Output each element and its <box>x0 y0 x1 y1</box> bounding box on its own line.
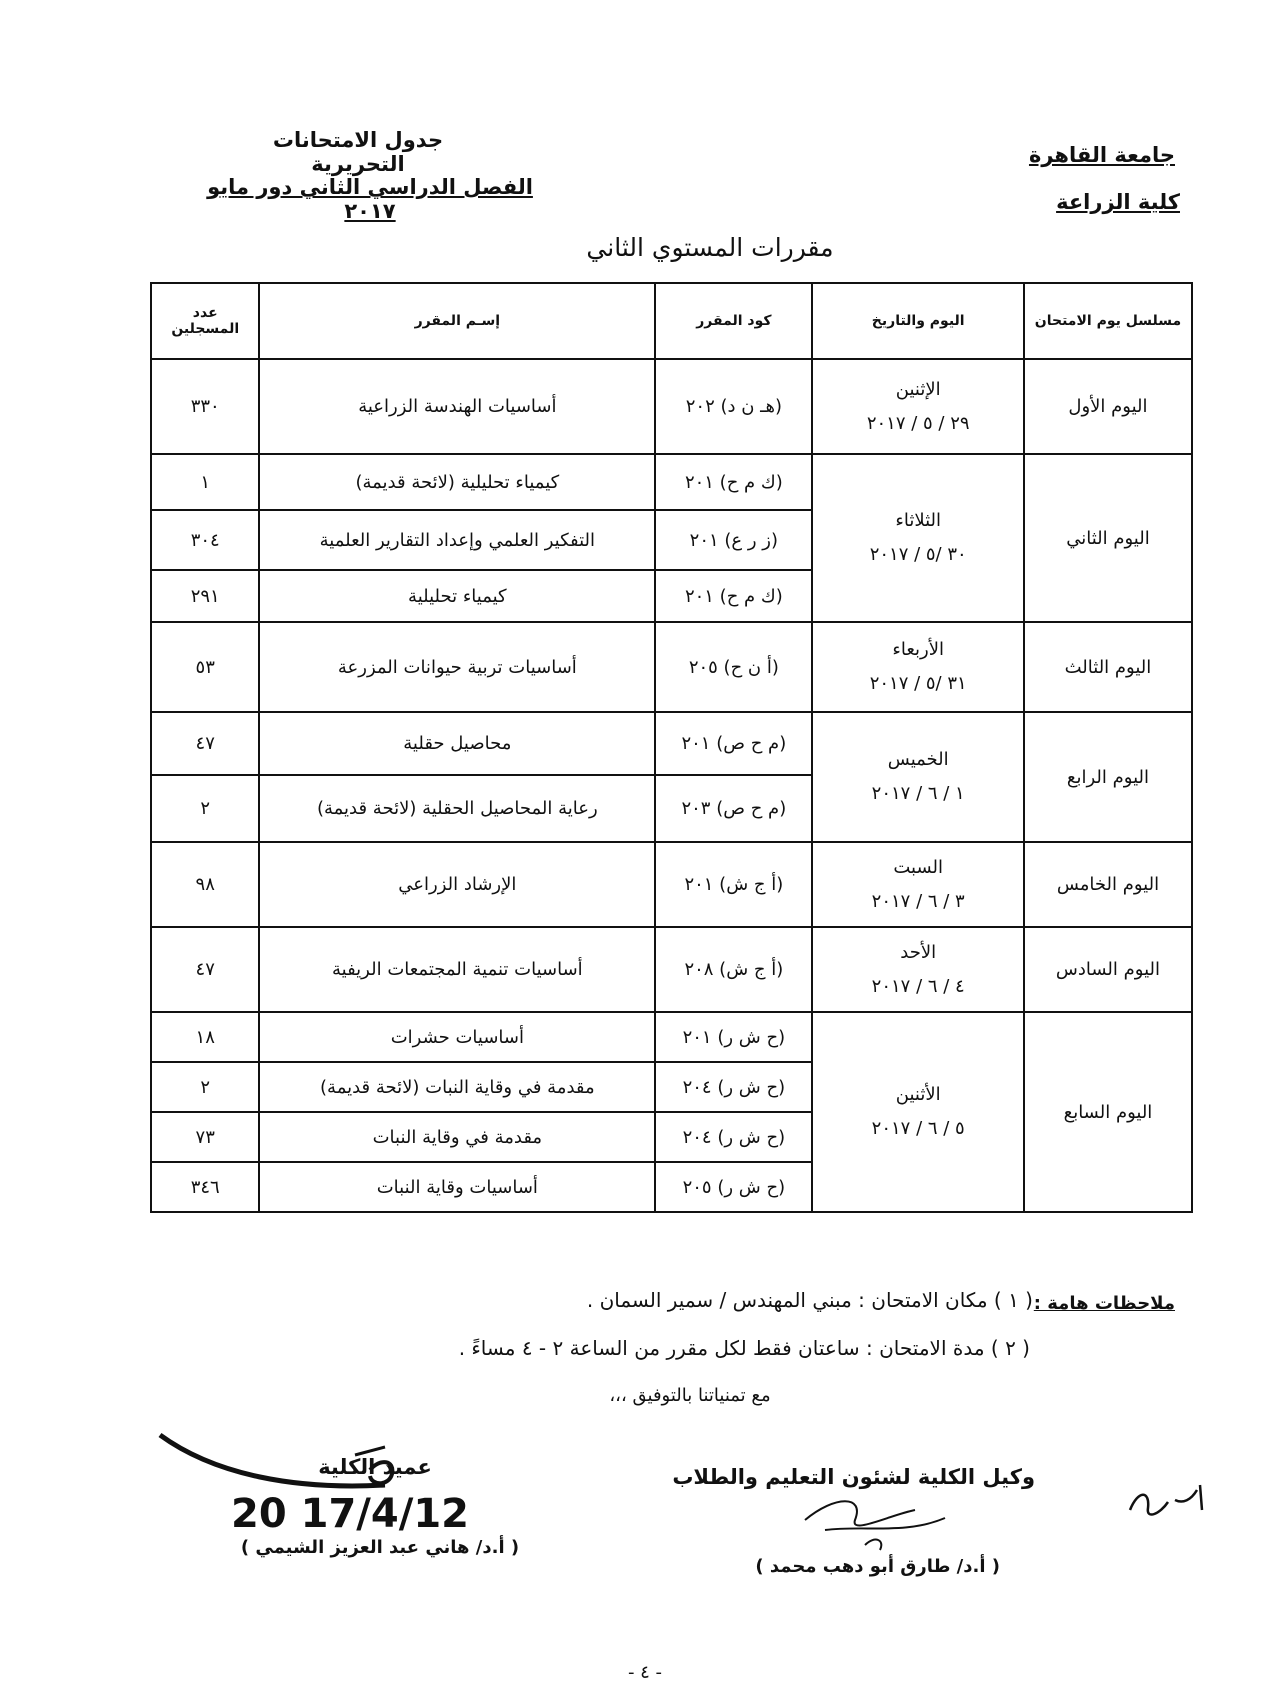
table-row <box>151 712 1192 775</box>
course-name: محاصيل حقلية <box>259 712 655 775</box>
registered-count: ١٨ <box>151 1012 259 1062</box>
faculty-name: كلية الزراعة <box>1056 190 1180 214</box>
weekday: الثلاثاء <box>895 510 941 531</box>
course-name: التفكير العلمي وإعداد التقارير العلمية <box>259 510 655 570</box>
header-course-code: كود المقرر <box>655 283 812 359</box>
header-serial: مسلسل يوم الامتحان <box>1024 283 1192 359</box>
weekday: الإثنين <box>895 378 941 400</box>
table-body <box>151 359 1192 1212</box>
exam-date: ٣١ /٥ / ٢٠١٧ <box>869 673 967 694</box>
exam-day-serial: اليوم الثالث <box>1024 622 1192 712</box>
course-code: (م ح ص) ٢٠١ <box>655 712 812 775</box>
note-exam-location: ( ١ ) مكان الامتحان : مبني المهندس / سمير السمان . <box>586 1288 1033 1312</box>
registered-count: ٣٤٦ <box>151 1162 259 1212</box>
vice-dean-name: ( أ.د/ طارق أبو دهب محمد ) <box>755 1556 1000 1577</box>
course-name: رعاية المحاصيل الحقلية (لائحة قديمة) <box>259 775 655 842</box>
course-name: الإرشاد الزراعي <box>259 842 655 927</box>
vice-dean-title: وكيل الكلية لشئون التعليم والطلاب <box>672 1465 1035 1489</box>
course-code: (ح ش ر) ٢٠٤ <box>655 1062 812 1112</box>
closing-wish: مع تمنياتنا بالتوفيق ،،، <box>609 1385 771 1406</box>
registered-count: ٤٧ <box>151 927 259 1012</box>
exam-day-date <box>812 927 1023 1012</box>
course-code: (ح ش ر) ٢٠٥ <box>655 1162 812 1212</box>
course-code: (م ح ص) ٢٠٣ <box>655 775 812 842</box>
course-code: (ك م ح) ٢٠١ <box>655 454 812 510</box>
course-code: (أ ن ح) ٢٠٥ <box>655 622 812 712</box>
course-code: (أ ج ش) ٢٠١ <box>655 842 812 927</box>
weekday: الأربعاء <box>892 639 944 660</box>
dean-name: ( أ.د/ هاني عبد العزيز الشيمي ) <box>240 1537 520 1558</box>
exam-date: ٤ / ٦ / ٢٠١٧ <box>871 975 965 997</box>
exam-day-serial: اليوم الأول <box>1024 359 1192 454</box>
exam-day-serial: اليوم الثاني <box>1024 454 1192 622</box>
table-row <box>151 622 1192 712</box>
registered-count: ١ <box>151 454 259 510</box>
exam-day-date <box>812 622 1023 712</box>
exam-day-date <box>812 454 1023 622</box>
exam-day-serial: اليوم الرابع <box>1024 712 1192 842</box>
course-name: مقدمة في وقاية النبات (لائحة قديمة) <box>259 1062 655 1112</box>
table-row <box>151 842 1192 927</box>
registered-count: ٥٣ <box>151 622 259 712</box>
dean-title: عميد الكلية <box>318 1455 432 1479</box>
header-registered: عدد المسجلين <box>151 283 259 359</box>
registered-count: ٤٧ <box>151 712 259 775</box>
page-number: - ٤ - <box>627 1662 663 1683</box>
table-header-row <box>151 283 1192 359</box>
exam-day-serial: اليوم السادس <box>1024 927 1192 1012</box>
schedule-term: الفصل الدراسي الثاني دور مايو ٢٠١٧ <box>207 175 533 223</box>
note-exam-duration: ( ٢ ) مدة الامتحان : ساعتان فقط لكل مقرر من الساعة ٢ - ٤ مساءً . <box>458 1336 1030 1360</box>
weekday: الأثنين <box>895 1084 941 1105</box>
course-name: أساسيات تربية حيوانات المزرعة <box>259 622 655 712</box>
exam-date: ٢٩ / ٥ / ٢٠١٧ <box>866 412 970 434</box>
schedule-title: جدول الامتحانات التحريرية <box>272 128 444 176</box>
university-name: جامعة القاهرة <box>1028 143 1175 167</box>
registered-count: ٧٣ <box>151 1112 259 1162</box>
course-code: (هـ ن د) ٢٠٢ <box>655 359 812 454</box>
exam-day-serial: اليوم الخامس <box>1024 842 1192 927</box>
table-row <box>151 359 1192 454</box>
registered-count: ٣٣٠ <box>151 359 259 454</box>
exam-date: ٥ / ٦ / ٢٠١٧ <box>871 1118 965 1139</box>
exam-date: ٣٠ /٥ / ٢٠١٧ <box>869 544 967 565</box>
exam-date: ١ / ٦ / ٢٠١٧ <box>871 783 965 804</box>
svg-text:20 17/4/12: 20 17/4/12 <box>231 1491 469 1537</box>
registered-count: ٢ <box>151 775 259 842</box>
table-row <box>151 1012 1192 1062</box>
course-code: (ح ش ر) ٢٠١ <box>655 1012 812 1062</box>
exam-day-date <box>812 359 1023 454</box>
course-name: أساسيات تنمية المجتمعات الريفية <box>259 927 655 1012</box>
exam-schedule-table <box>150 282 1193 1213</box>
course-code: (ح ش ر) ٢٠٤ <box>655 1112 812 1162</box>
course-code: (ز ر ع) ٢٠١ <box>655 510 812 570</box>
course-name: كيمياء تحليلية <box>259 570 655 622</box>
course-name: أساسيات وقاية النبات <box>259 1162 655 1212</box>
exam-date: ٣ / ٦ / ٢٠١٧ <box>871 890 965 912</box>
exam-day-date <box>812 712 1023 842</box>
exam-day-date <box>812 842 1023 927</box>
dean-signature <box>155 1415 469 1537</box>
course-name: مقدمة في وقاية النبات <box>259 1112 655 1162</box>
exam-day-date <box>812 1012 1023 1212</box>
course-name: أساسيات حشرات <box>259 1012 655 1062</box>
course-code: (أ ج ش) ٢٠٨ <box>655 927 812 1012</box>
weekday: السبت <box>893 856 944 878</box>
registered-count: ٢ <box>151 1062 259 1112</box>
level-title: مقررات المستوي الثاني <box>586 233 834 262</box>
weekday: الأحد <box>900 941 937 963</box>
table-row <box>151 927 1192 1012</box>
exam-day-serial: اليوم السابع <box>1024 1012 1192 1212</box>
weekday: الخميس <box>887 749 949 770</box>
vice-dean-signature <box>795 1490 955 1560</box>
registered-count: ٣٠٤ <box>151 510 259 570</box>
registered-count: ٢٩١ <box>151 570 259 622</box>
header-course-name: إسـم المقرر <box>259 283 655 359</box>
header-day-date: اليوم والتاريخ <box>812 283 1023 359</box>
course-code: (ك م ح) ٢٠١ <box>655 570 812 622</box>
table-row <box>151 454 1192 510</box>
course-name: كيمياء تحليلية (لائحة قديمة) <box>259 454 655 510</box>
margin-initials <box>1120 1470 1220 1530</box>
course-name: أساسيات الهندسة الزراعية <box>259 359 655 454</box>
registered-count: ٩٨ <box>151 842 259 927</box>
notes-label: ملاحظات هامة : <box>1033 1293 1175 1314</box>
